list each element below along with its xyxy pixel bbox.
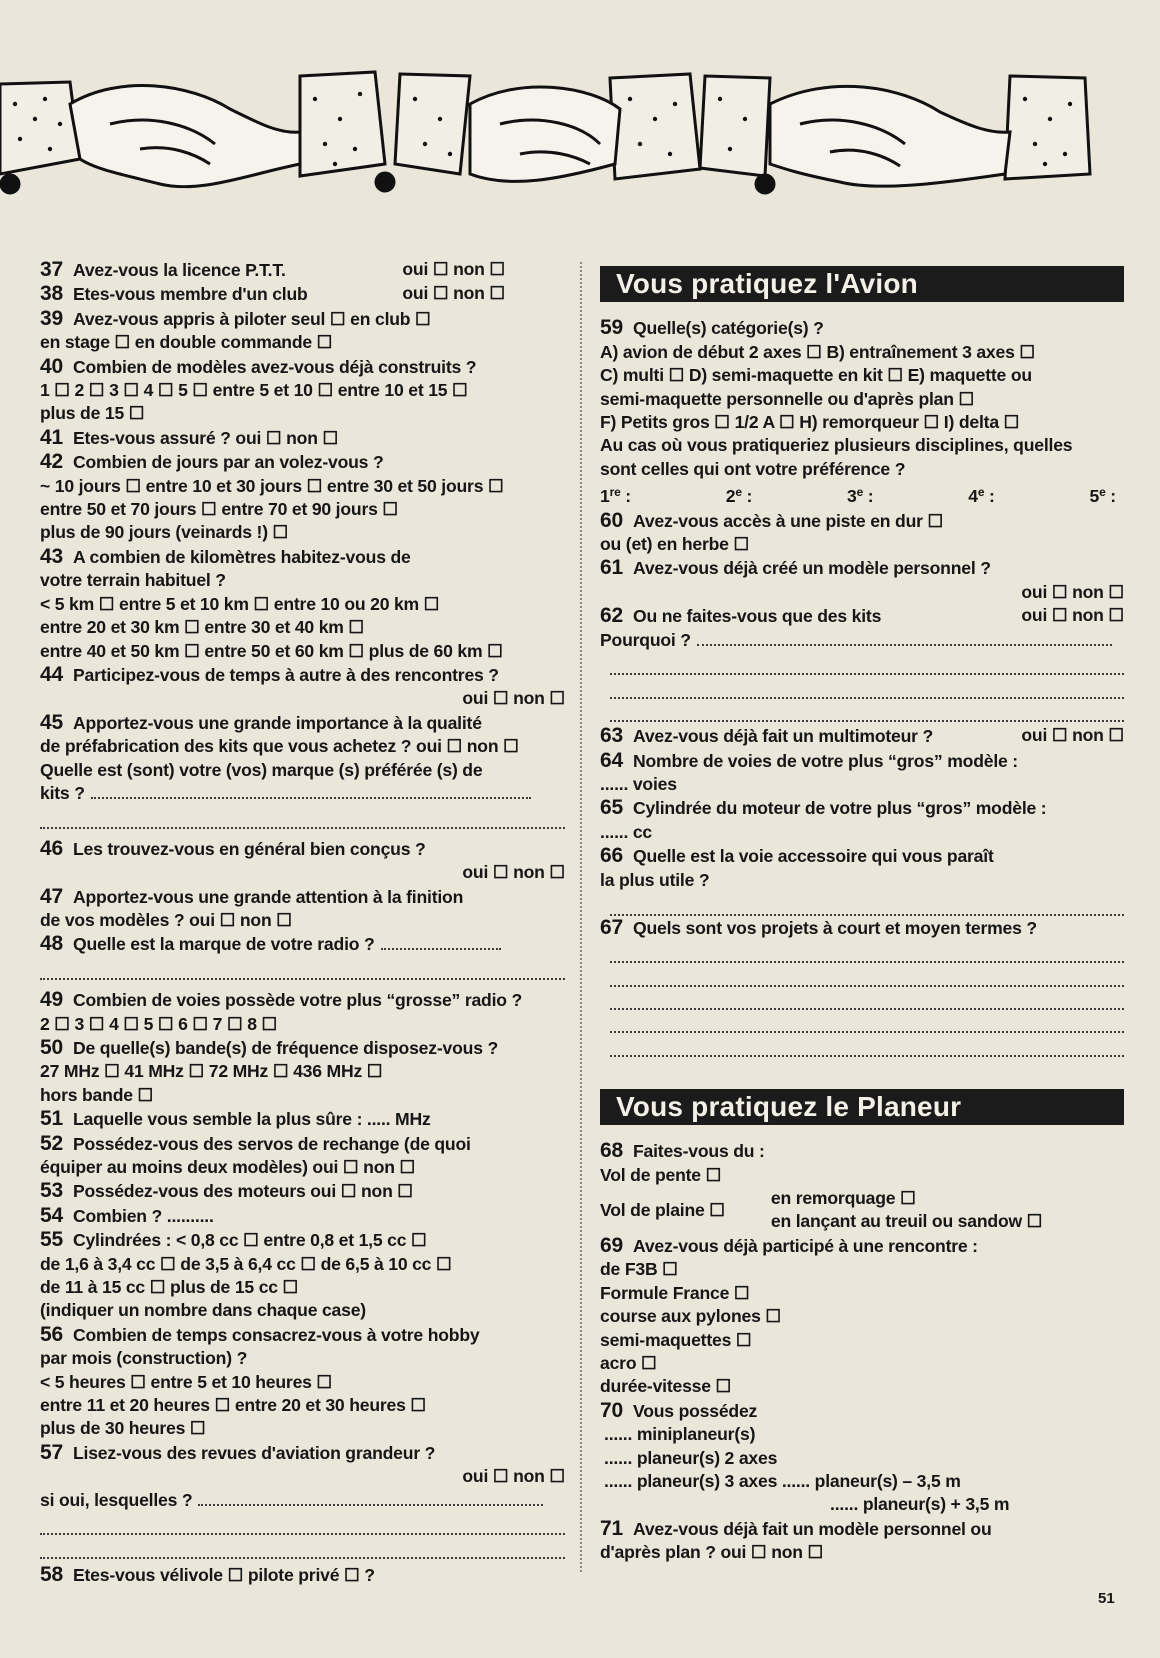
question-42: 42 Combien de jours par an volez-vous ? ~ 10 jours ☐ entre 10 et 30 jours ☐ entre 30 et 50 jours ☐ entre 50 et 70 jours ☐ entre 70 et 90 jours ☐ plus de 90 jours (veinards !) ☐ — [40, 450, 504, 543]
projects-answer-line-5[interactable] — [610, 1033, 1124, 1056]
question-71: 71 Avez-vous déjà fait un modèle personnel ou d'après plan ? oui ☐ non ☐ — [600, 1516, 992, 1563]
handshake-banner-illustration — [0, 64, 1160, 214]
question-54: 54 Combien ? .......... — [40, 1203, 214, 1227]
question-50: 50 De quelle(s) bande(s) de fréquence disposez-vous ? 27 MHz ☐ 41 MHz ☐ 72 MHz ☐ 436 MHz ☐ hors bande ☐ — [40, 1035, 499, 1105]
why-answer-line-4[interactable] — [610, 699, 1124, 722]
question-62: 62 Ou ne faites-vous que des kits oui ☐ non ☐ Pourquoi ? — [600, 604, 1124, 722]
accessory-answer-line[interactable] — [610, 892, 1124, 915]
question-53: 53 Possédez-vous des moteurs oui ☐ non ☐ — [40, 1179, 413, 1203]
left-column — [40, 258, 565, 1587]
question-65: 65 Cylindrée du moteur de votre plus “gros” modèle : ...... cc — [600, 796, 1047, 842]
question-46: 46 Les trouvez-vous en général bien conçus ? oui ☐ non ☐ — [40, 836, 565, 883]
magazines-answer-line-3[interactable] — [40, 1535, 565, 1558]
question-55: 55 Cylindrées : < 0,8 cc ☐ entre 0,8 et 1,5 cc ☐ de 1,6 à 3,4 cc ☐ de 3,5 à 6,4 cc ☐ de 6,5 à 10 cc ☐ de 11 à 15 cc ☐ plus de 15 cc ☐ (indiquer un nombre dans chaque case) — [40, 1228, 452, 1321]
question-69: 69 Avez-vous déjà participé à une rencontre : de F3B ☐ Formule France ☐ course aux pylones ☐ semi-maquettes ☐ acro ☐ durée-vitesse ☐ — [600, 1233, 978, 1397]
kits-answer-line[interactable] — [91, 797, 531, 799]
question-41: 41 Etes-vous assuré ? oui ☐ non ☐ — [40, 425, 339, 449]
question-38: 38 Etes-vous membre d'un club oui ☐ non ☐ — [40, 282, 505, 306]
question-64: 64 Nombre de voies de votre plus “gros” modèle : ...... voies — [600, 748, 1018, 795]
question-51: 51 Laquelle vous semble la plus sûre : ..... MHz — [40, 1107, 431, 1131]
question-57: 57 Lisez-vous des revues d'aviation grandeur ? oui ☐ non ☐ si oui, lesquelles ? — [40, 1441, 565, 1559]
question-40: 40 Combien de modèles avez-vous déjà construits ? 1 ☐ 2 ☐ 3 ☐ 4 ☐ 5 ☐ entre 5 et 10 ☐ entre 10 et 15 ☐ plus de 15 ☐ — [40, 354, 477, 424]
question-66: 66 Quelle est la voie accessoire qui vous paraît la plus utile ? — [600, 844, 1124, 915]
question-68: 68 Faites-vous du : Vol de pente ☐ Vol de plaine ☐ en remorquage ☐ en lançant au treuil ou sandow ☐ — [600, 1139, 1043, 1232]
question-47: 47 Apportez-vous une grande attention à la finition de vos modèles ? oui ☐ non ☐ — [40, 884, 464, 930]
question-39: 39 Avez-vous appris à piloter seul ☐ en club ☐ en stage ☐ en double commande ☐ — [40, 306, 431, 353]
section-header-planeur: Vous pratiquez le Planeur — [600, 1089, 1124, 1125]
question-67: 67 Quels sont vos projets à court et moyen termes ? — [600, 916, 1124, 1057]
question-43: 43 A combien de kilomètres habitez-vous de votre terrain habituel ? < 5 km ☐ entre 5 et 10 km ☐ entre 10 ou 20 km ☐ entre 20 et 30 km ☐ entre 30 et 40 km ☐ entre 40 et 50 km ☐ entre 50 et 60 km ☐ plus de 60 km ☐ — [40, 544, 503, 661]
question-37: 37 Avez-vous la licence P.T.T. oui ☐ non ☐ — [40, 258, 505, 281]
question-70: 70 Vous possédez ...... miniplaneur(s) ...... planeur(s) 2 axes ...... planeur(s) 3 axes ...... planeur(s) – 3,5 m ...... planeur(s) + 3,5 m — [600, 1398, 1010, 1515]
projects-answer-line-4[interactable] — [610, 1010, 1124, 1033]
right-column — [600, 262, 1124, 1565]
projects-answer-line-2[interactable] — [610, 963, 1124, 986]
question-48: 48 Quelle est la marque de votre radio ? — [40, 932, 565, 980]
question-60: 60 Avez-vous accès à une piste en dur ☐ ou (et) en herbe ☐ — [600, 508, 944, 555]
why-answer-line-2[interactable] — [610, 652, 1124, 675]
question-44: 44 Participez-vous de temps à autre à des rencontres ? oui ☐ non ☐ — [40, 662, 565, 709]
radio-brand-answer-line-2[interactable] — [40, 957, 565, 980]
section-header-avion: Vous pratiquez l'Avion — [600, 266, 1124, 302]
projects-answer-line-3[interactable] — [610, 987, 1124, 1010]
magazines-answer-line-2[interactable] — [40, 1512, 565, 1535]
question-52: 52 Possédez-vous des servos de rechange (de quoi équiper au moins deux modèles) oui ☐ non ☐ — [40, 1131, 471, 1177]
question-61: 61 Avez-vous déjà créé un modèle personnel ? oui ☐ non ☐ — [600, 556, 1124, 602]
question-56: 56 Combien de temps consacrez-vous à votre hobby par mois (construction) ? < 5 heures ☐ entre 5 et 10 heures ☐ entre 11 et 20 heures ☐ entre 20 et 30 heures ☐ plus de 30 heures ☐ — [40, 1322, 480, 1439]
preference-ranks: 1re : 2e : 3e : 4e : 5e : — [600, 485, 1116, 507]
why-answer-line-3[interactable] — [610, 675, 1124, 698]
magazines-answer-line[interactable] — [198, 1504, 543, 1506]
question-59: 59 Quelle(s) catégorie(s) ? A) avion de début 2 axes ☐ B) entraînement 3 axes ☐ C) multi ☐ D) semi-maquette en kit ☐ E) maquette ou semi-maquette personnelle ou d'après plan ☐ F) Petits gros ☐ 1/2 A ☐ H) remorqueur ☐ I) delta ☐ Au cas où vous pratiqueriez plusieurs disciplines, quelles sont celles qui ont votre préférence ? 1re : 2e : 3e : 4e : 5e : — [600, 316, 1124, 508]
question-63: 63 Avez-vous déjà fait un multimoteur ? oui ☐ non ☐ — [600, 724, 1124, 748]
page-number: 51 — [1098, 1590, 1115, 1607]
question-58: 58 Etes-vous vélivole ☐ pilote privé ☐ ? — [40, 1562, 375, 1586]
kits-answer-line-2[interactable] — [40, 805, 565, 828]
radio-brand-answer-line[interactable] — [381, 948, 501, 950]
question-45: 45 Apportez-vous une grande importance à la qualité de préfabrication des kits que vous achetez ? oui ☐ non ☐ Quelle est (sont) votre (vos) marque (s) préférée (s) de kits ? — [40, 711, 565, 829]
why-answer-line[interactable] — [697, 644, 1112, 646]
projects-answer-line-1[interactable] — [610, 940, 1124, 963]
question-49: 49 Combien de voies possède votre plus “grosse” radio ? 2 ☐ 3 ☐ 4 ☐ 5 ☐ 6 ☐ 7 ☐ 8 ☐ — [40, 988, 523, 1034]
column-divider — [580, 262, 583, 1572]
